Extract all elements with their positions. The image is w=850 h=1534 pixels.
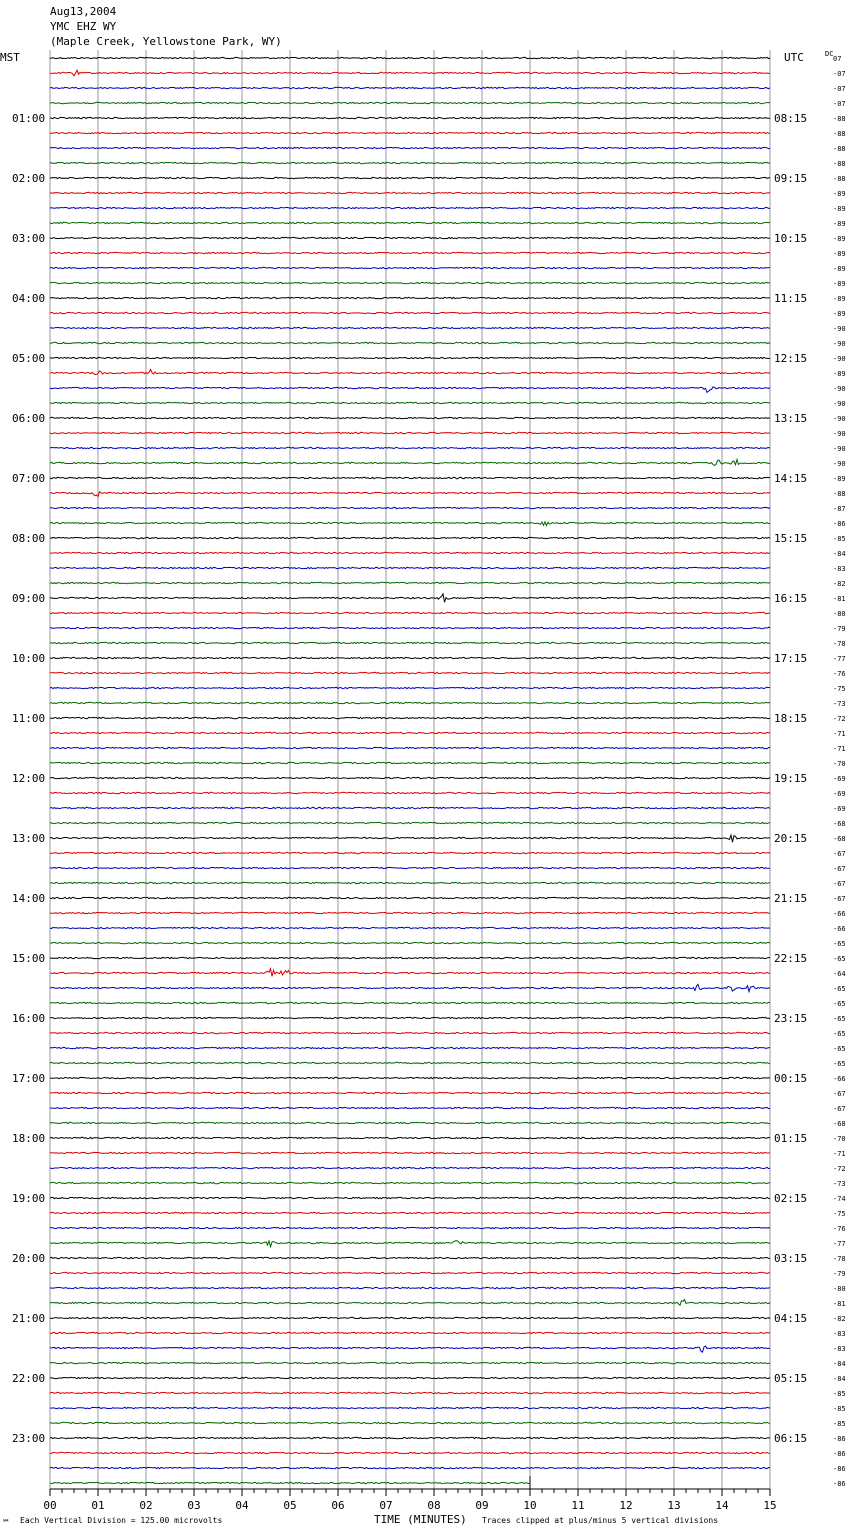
utc-hour-label: 06:15: [774, 1432, 808, 1445]
dc-offset-value: -79: [833, 625, 846, 633]
dc-offset-value: -66: [833, 910, 846, 918]
trace-line: [50, 867, 770, 868]
trace-line: [50, 822, 770, 823]
grid-lines: [50, 50, 770, 1491]
trace-line: [50, 1257, 770, 1258]
trace-line: [50, 417, 770, 418]
dc-offset-value: -65: [833, 1060, 846, 1068]
utc-hour-label: 22:15: [774, 952, 808, 965]
trace-line: [50, 1272, 770, 1273]
dc-offset-value: -68: [833, 835, 846, 843]
x-axis-title: TIME (MINUTES): [374, 1513, 467, 1526]
mst-hour-label: 07:00: [12, 472, 46, 485]
dc-offset-value: -83: [833, 1330, 846, 1338]
dc-offset-value: -70: [833, 760, 846, 768]
dc-offset-value: -65: [833, 985, 846, 993]
trace-line: [50, 102, 770, 103]
dc-offset-labels: [833, 55, 846, 1488]
mst-hour-label: 13:00: [12, 832, 46, 845]
trace-line: [50, 507, 770, 508]
mst-hour-label: 17:00: [12, 1072, 46, 1085]
mst-hour-label: 01:00: [12, 112, 46, 125]
header-date: Aug13,2004: [50, 5, 117, 18]
dc-offset-value: -70: [833, 1135, 846, 1143]
dc-offset-value: -86: [833, 1450, 846, 1458]
dc-offset-value: -90: [833, 415, 846, 423]
mst-hour-label: 23:00: [12, 1432, 46, 1445]
dc-offset-value: -67: [833, 865, 846, 873]
utc-hour-label: 08:15: [774, 112, 808, 125]
trace-line: [50, 777, 770, 778]
dc-offset-value: -74: [833, 1195, 846, 1203]
trace-line: [50, 297, 770, 298]
dc-offset-value: -71: [833, 1150, 846, 1158]
mst-hour-label: 19:00: [12, 1192, 46, 1205]
trace-line: [50, 162, 770, 163]
mst-hour-label: 06:00: [12, 412, 46, 425]
utc-hour-label: 12:15: [774, 352, 808, 365]
x-tick-label: 04: [235, 1499, 249, 1512]
dc-offset-value: -90: [833, 460, 846, 468]
x-tick-label: 14: [715, 1499, 729, 1512]
utc-hour-label: 14:15: [774, 472, 808, 485]
trace-line: [50, 732, 770, 733]
trace-line: [50, 1452, 770, 1453]
dc-offset-value: -73: [833, 700, 846, 708]
utc-hour-label: 19:15: [774, 772, 808, 785]
dc-offset-value: -72: [833, 715, 846, 723]
trace-line: [50, 1346, 770, 1352]
utc-hour-label: 18:15: [774, 712, 808, 725]
trace-line: [50, 852, 770, 853]
x-tick-label: 00: [43, 1499, 57, 1512]
dc-offset-value: -77: [833, 655, 846, 663]
dc-offset-value: -78: [833, 640, 846, 648]
trace-line: [50, 1227, 770, 1228]
trace-line: [50, 1167, 770, 1168]
trace-line: [50, 70, 770, 76]
trace-line: [50, 882, 770, 883]
dc-offset-value: -81: [833, 1300, 846, 1308]
x-tick-label: 12: [619, 1499, 633, 1512]
dc-offset-value: -86: [833, 1465, 846, 1473]
dc-offset-value: -75: [833, 1210, 846, 1218]
mst-hour-label: 12:00: [12, 772, 46, 785]
trace-line: [50, 537, 770, 538]
trace-line: [50, 147, 770, 148]
dc-offset-value: -65: [833, 1000, 846, 1008]
footer-clip-note: Traces clipped at plus/minus 5 vertical divisions: [482, 1516, 719, 1525]
x-tick-label: 03: [187, 1499, 201, 1512]
utc-hour-label: 01:15: [774, 1132, 808, 1145]
dc-offset-value: -71: [833, 730, 846, 738]
trace-line: [50, 1197, 770, 1198]
trace-line: [50, 984, 770, 991]
dc-offset-value: -71: [833, 745, 846, 753]
trace-line: [50, 1287, 770, 1288]
dc-offset-value: -90: [833, 340, 846, 348]
trace-line: [50, 1437, 770, 1438]
x-tick-label: 13: [667, 1499, 681, 1512]
dc-offset-value: -86: [833, 1480, 846, 1488]
utc-hour-label: 20:15: [774, 832, 808, 845]
utc-hour-labels: [774, 112, 807, 1445]
footer-corner-mark: ℠: [2, 1518, 11, 1527]
trace-line: [50, 342, 770, 343]
trace-line: [50, 1122, 770, 1123]
trace-line: [50, 582, 770, 583]
mst-hour-label: 21:00: [12, 1312, 46, 1325]
trace-line: [50, 552, 770, 553]
dc-offset-value: -90: [833, 445, 846, 453]
dc-offset-value: -77: [833, 1240, 846, 1248]
trace-line: [50, 642, 770, 643]
dc-offset-value: -67: [833, 1090, 846, 1098]
dc-offset-value: -64: [833, 970, 846, 978]
trace-line: [50, 207, 770, 208]
dc-offset-value: -89: [833, 295, 846, 303]
trace-line: [50, 1062, 770, 1063]
dc-offset-value: 07: [833, 55, 842, 63]
dc-offset-value: -76: [833, 670, 846, 678]
trace-line: [50, 87, 770, 88]
trace-line: [50, 1137, 770, 1138]
trace-line: [50, 1182, 770, 1183]
dc-offset-value: -07: [833, 100, 846, 108]
x-tick-label: 06: [331, 1499, 345, 1512]
dc-offset-value: -89: [833, 250, 846, 258]
mst-hour-label: 16:00: [12, 1012, 46, 1025]
dc-offset-value: -80: [833, 1285, 846, 1293]
trace-line: [50, 1017, 770, 1018]
trace-line: [50, 267, 770, 268]
utc-hour-label: 09:15: [774, 172, 808, 185]
dc-offset-value: -85: [833, 1390, 846, 1398]
trace-line: [50, 459, 770, 465]
dc-offset-value: -88: [833, 490, 846, 498]
dc-offset-value: -80: [833, 610, 846, 618]
dc-offset-value: -89: [833, 280, 846, 288]
dc-offset-value: -86: [833, 1435, 846, 1443]
trace-line: [50, 957, 770, 958]
trace-line: [50, 1422, 770, 1423]
dc-offset-value: -66: [833, 1075, 846, 1083]
trace-line: [50, 807, 770, 808]
mst-hour-label: 04:00: [12, 292, 46, 305]
trace-line: [50, 1212, 770, 1213]
trace-line: [50, 492, 770, 497]
left-timezone-label: MST: [0, 51, 20, 64]
x-tick-label: 08: [427, 1499, 441, 1512]
trace-line: [50, 1317, 770, 1318]
trace-line: [50, 627, 770, 628]
trace-line: [50, 327, 770, 328]
trace-line: [50, 117, 770, 118]
trace-line: [50, 835, 770, 842]
mst-hour-label: 22:00: [12, 1372, 46, 1385]
trace-line: [50, 927, 770, 928]
dc-offset-value: -66: [833, 925, 846, 933]
dc-offset-value: -68: [833, 820, 846, 828]
trace-group: [50, 57, 770, 1483]
dc-offset-value: -67: [833, 895, 846, 903]
trace-line: [50, 672, 770, 673]
dc-offset-value: -88: [833, 160, 846, 168]
dc-offset-value: -69: [833, 805, 846, 813]
mst-hour-label: 15:00: [12, 952, 46, 965]
dc-offset-value: -65: [833, 940, 846, 948]
dc-offset-value: -07: [833, 85, 846, 93]
dc-offset-value: -84: [833, 1375, 846, 1383]
trace-line: [50, 192, 770, 193]
mst-hour-label: 10:00: [12, 652, 46, 665]
x-tick-label: 11: [571, 1499, 585, 1512]
utc-hour-label: 03:15: [774, 1252, 808, 1265]
dc-offset-value: -88: [833, 115, 846, 123]
trace-line: [50, 237, 770, 238]
trace-line: [50, 717, 770, 718]
trace-line: [50, 1032, 770, 1033]
dc-offset-value: -82: [833, 1315, 846, 1323]
trace-line: [50, 1047, 770, 1048]
x-tick-label: 09: [475, 1499, 489, 1512]
mst-hour-label: 20:00: [12, 1252, 46, 1265]
dc-offset-value: -79: [833, 1270, 846, 1278]
utc-hour-label: 00:15: [774, 1072, 808, 1085]
dc-offset-value: -67: [833, 880, 846, 888]
trace-line: [50, 387, 770, 392]
dc-offset-value: -90: [833, 325, 846, 333]
dc-offset-value: -65: [833, 1045, 846, 1053]
trace-line: [50, 969, 770, 977]
utc-hour-label: 11:15: [774, 292, 808, 305]
dc-offset-value: -68: [833, 1120, 846, 1128]
dc-offset-value: -76: [833, 1225, 846, 1233]
dc-offset-value: -89: [833, 235, 846, 243]
trace-line: [50, 402, 770, 403]
trace-line: [50, 912, 770, 913]
trace-line: [50, 1107, 770, 1108]
trace-line: [50, 567, 770, 568]
trace-line: [50, 1241, 770, 1247]
utc-hour-label: 04:15: [774, 1312, 808, 1325]
utc-hour-label: 17:15: [774, 652, 808, 665]
trace-line: [50, 369, 770, 374]
trace-line: [50, 177, 770, 178]
dc-offset-value: -85: [833, 535, 846, 543]
trace-line: [50, 1407, 770, 1408]
utc-hour-label: 10:15: [774, 232, 808, 245]
mst-hour-label: 11:00: [12, 712, 46, 725]
x-tick-label: 15: [763, 1499, 777, 1512]
dc-offset-value: -65: [833, 955, 846, 963]
dc-offset-value: -85: [833, 1405, 846, 1413]
dc-offset-value: -72: [833, 1165, 846, 1173]
utc-hour-label: 21:15: [774, 892, 808, 905]
trace-line: [50, 594, 770, 602]
dc-offset-value: -67: [833, 1105, 846, 1113]
dc-offset-value: -89: [833, 265, 846, 273]
dc-offset-value: -90: [833, 430, 846, 438]
dc-offset-value: -84: [833, 550, 846, 558]
trace-line: [50, 942, 770, 943]
mst-hour-label: 02:00: [12, 172, 46, 185]
x-axis: [43, 1489, 776, 1512]
dc-offset-value: -90: [833, 355, 846, 363]
x-tick-label: 02: [139, 1499, 153, 1512]
utc-hour-label: 05:15: [774, 1372, 808, 1385]
trace-line: [50, 1392, 770, 1393]
trace-line: [50, 1299, 770, 1305]
trace-line: [50, 792, 770, 793]
trace-line: [50, 432, 770, 433]
trace-line: [50, 702, 770, 703]
trace-line: [50, 762, 770, 763]
dc-offset-value: -89: [833, 190, 846, 198]
trace-line: [50, 1362, 770, 1363]
trace-line: [50, 747, 770, 748]
mst-hour-label: 14:00: [12, 892, 46, 905]
dc-offset-value: -88: [833, 175, 846, 183]
dc-offset-value: -69: [833, 775, 846, 783]
dc-offset-value: -65: [833, 1015, 846, 1023]
right-timezone-label: UTC: [784, 51, 804, 64]
x-tick-label: 10: [523, 1499, 537, 1512]
dc-offset-value: -69: [833, 790, 846, 798]
trace-line: [50, 477, 770, 478]
trace-line: [50, 1152, 770, 1153]
trace-line: [50, 897, 770, 898]
dc-offset-value: -07: [833, 70, 846, 78]
trace-line: [50, 612, 770, 613]
dc-offset-value: -83: [833, 565, 846, 573]
dc-offset-value: -87: [833, 505, 846, 513]
trace-line: [50, 132, 770, 133]
mst-hour-label: 03:00: [12, 232, 46, 245]
dc-offset-value: -75: [833, 685, 846, 693]
mst-hour-label: 08:00: [12, 532, 46, 545]
dc-offset-value: -89: [833, 205, 846, 213]
mst-hour-label: 18:00: [12, 1132, 46, 1145]
dc-offset-value: -82: [833, 580, 846, 588]
trace-line: [50, 312, 770, 313]
trace-line: [50, 657, 770, 658]
dc-offset-value: -85: [833, 1420, 846, 1428]
utc-hour-label: 23:15: [774, 1012, 808, 1025]
trace-line: [50, 357, 770, 358]
dc-offset-value: -67: [833, 850, 846, 858]
trace-line: [50, 282, 770, 283]
trace-line: [50, 1332, 770, 1333]
utc-hour-label: 02:15: [774, 1192, 808, 1205]
trace-line: [50, 522, 770, 526]
dc-offset-value: -65: [833, 1030, 846, 1038]
footer-scale-note: Each Vertical Division = 125.00 microvolts: [20, 1516, 223, 1525]
utc-hour-label: 16:15: [774, 592, 808, 605]
dc-offset-value: -78: [833, 1255, 846, 1263]
dc-offset-value: -83: [833, 1345, 846, 1353]
x-tick-label: 07: [379, 1499, 393, 1512]
trace-line: [50, 1377, 770, 1378]
x-tick-label: 01: [91, 1499, 105, 1512]
trace-line: [50, 1002, 770, 1003]
trace-line: [50, 222, 770, 223]
dc-offset-value: -88: [833, 145, 846, 153]
dc-offset-value: -89: [833, 370, 846, 378]
trace-line: [50, 1077, 770, 1078]
dc-offset-value: -90: [833, 400, 846, 408]
mst-hour-label: 05:00: [12, 352, 46, 365]
dc-label: DC: [825, 50, 834, 58]
utc-hour-label: 15:15: [774, 532, 808, 545]
mst-hour-labels: [12, 112, 45, 1445]
dc-offset-value: -86: [833, 520, 846, 528]
x-tick-label: 05: [283, 1499, 297, 1512]
header-station: YMC EHZ WY: [50, 20, 117, 33]
trace-line: [50, 252, 770, 253]
dc-offset-value: -73: [833, 1180, 846, 1188]
dc-offset-value: -89: [833, 310, 846, 318]
header-location: (Maple Creek, Yellowstone Park, WY): [50, 35, 282, 48]
dc-offset-value: -81: [833, 595, 846, 603]
mst-hour-label: 09:00: [12, 592, 46, 605]
trace-line: [50, 57, 770, 58]
dc-offset-value: -90: [833, 385, 846, 393]
trace-line: [50, 1467, 770, 1468]
trace-line: [50, 447, 770, 448]
trace-line: [50, 687, 770, 688]
dc-offset-value: -89: [833, 220, 846, 228]
dc-offset-value: -88: [833, 130, 846, 138]
trace-line: [50, 1092, 770, 1093]
dc-offset-value: -89: [833, 475, 846, 483]
dc-offset-value: -84: [833, 1360, 846, 1368]
utc-hour-label: 13:15: [774, 412, 808, 425]
